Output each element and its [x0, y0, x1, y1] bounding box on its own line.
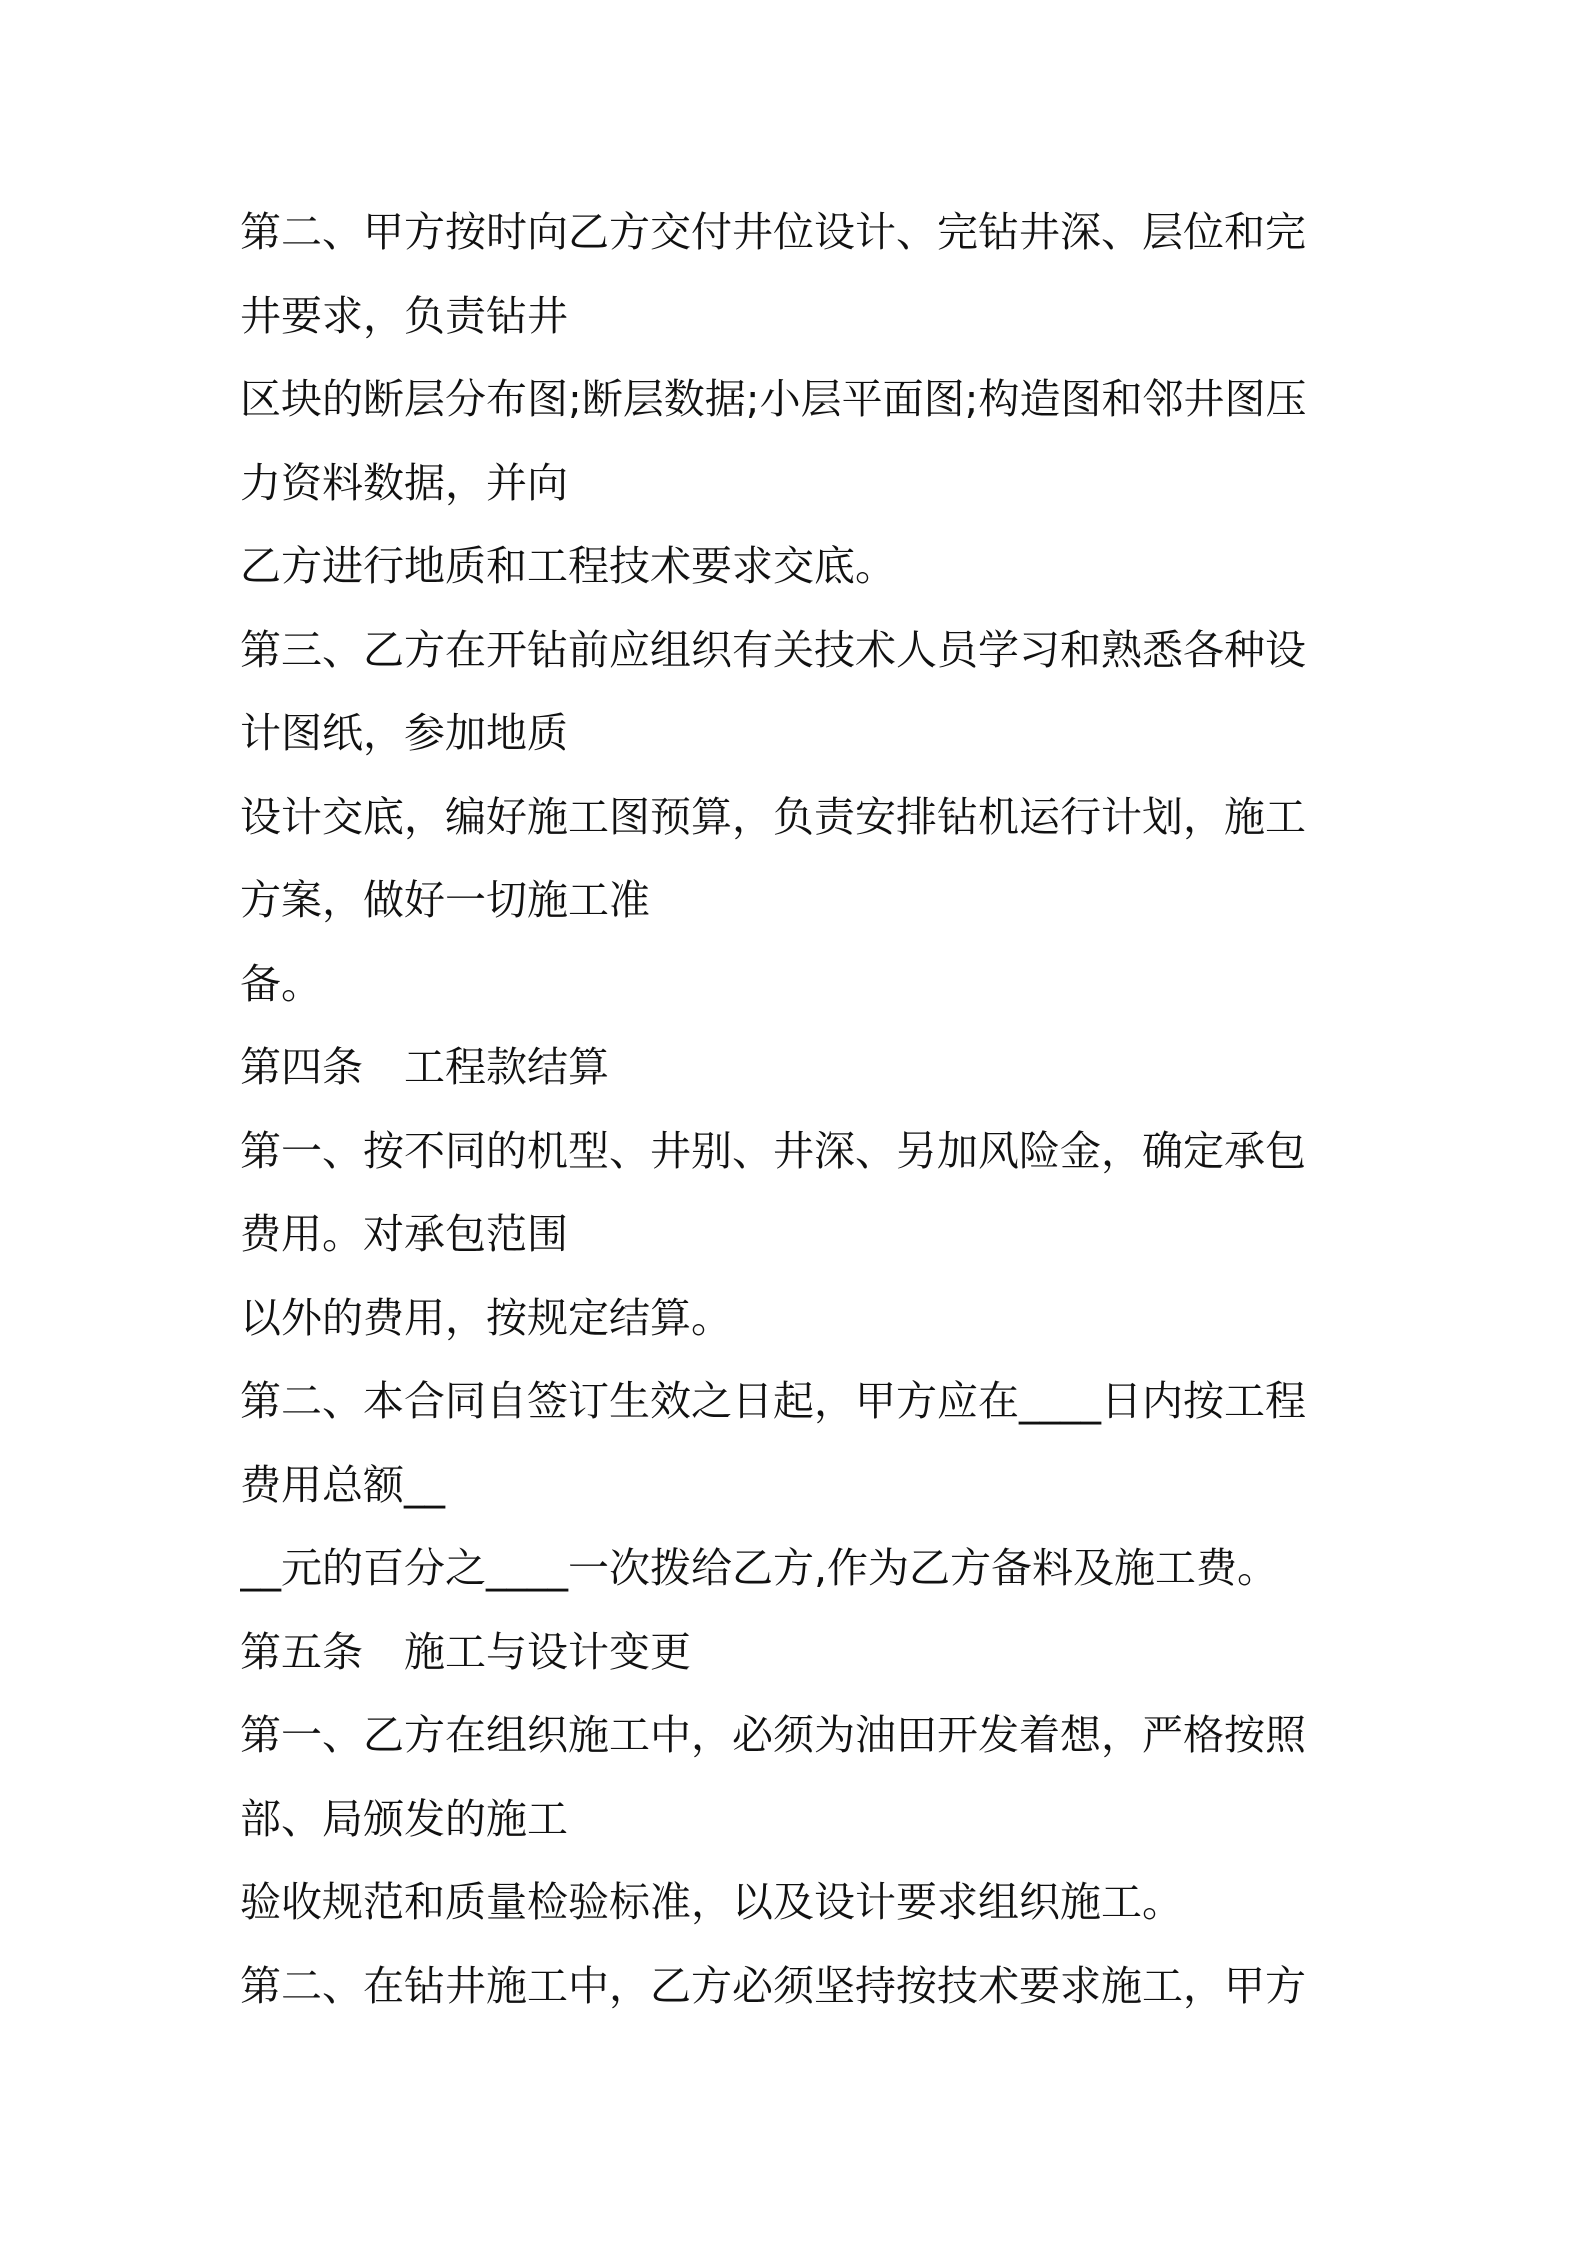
text-line: 设计交底，编好施工图预算，负责安排钻机运行计划，施工 — [240, 792, 1306, 841]
text-line: 井要求，负责钻井 — [240, 291, 568, 340]
contract-text — [240, 191, 1380, 2028]
text-line: 费用。对承包范围 — [240, 1210, 568, 1258]
text-line: 部、局颁发的施工 — [240, 1794, 568, 1843]
text-line: 第二、在钻井施工中，乙方必须坚持按技术要求施工，甲方 — [240, 1961, 1306, 2010]
text-line: 力资料数据，并向 — [240, 458, 568, 507]
text-line: 第一、乙方在组织施工中，必须为油田开发着想，严格按照 — [240, 1711, 1306, 1759]
text-line: 乙方进行地质和工程技术要求交底。 — [240, 542, 896, 590]
text-line: 第一、按不同的机型、井别、井深、另加风险金，确定承包 — [240, 1126, 1306, 1175]
text-line: 第三、乙方在开钻前应组织有关技术人员学习和熟悉各种设 — [240, 625, 1306, 674]
section-heading: 第四条 工程款结算 — [240, 1043, 609, 1091]
text-line: 第二、甲方按时向乙方交付井位设计、完钻井深、层位和完 — [240, 208, 1306, 256]
text-line: 第二、本合同自签订生效之日起，甲方应在____日内按工程 — [240, 1377, 1306, 1425]
text-line: 费用总额__ — [240, 1460, 445, 1509]
text-line: 计图纸，参加地质 — [240, 709, 568, 757]
text-line: 验收规范和质量检验标准，以及设计要求组织施工。 — [240, 1878, 1183, 1926]
text-line: 区块的断层分布图;断层数据;小层平面图;构造图和邻井图压 — [240, 375, 1307, 423]
section-heading: 第五条 施工与设计变更 — [240, 1627, 691, 1676]
text-line: 以外的费用，按规定结算。 — [240, 1293, 732, 1342]
text-line: 方案，做好一切施工准 — [240, 876, 650, 924]
text-line: __元的百分之____一次拨给乙方,作为乙方备料及施工费。 — [240, 1544, 1279, 1592]
text-line: 备。 — [240, 959, 322, 1008]
